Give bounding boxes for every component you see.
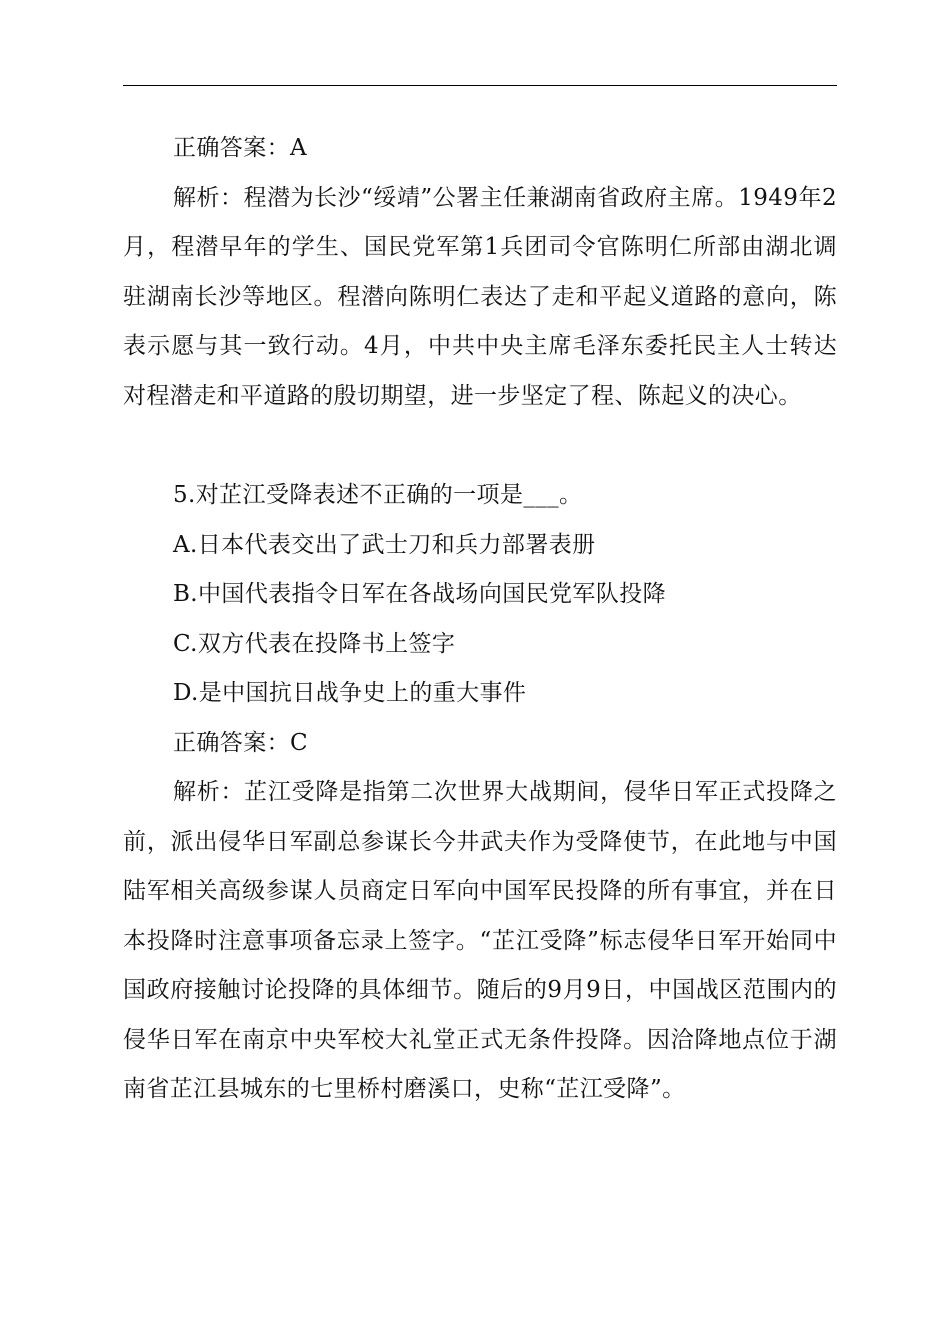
q4-explanation: 解析：程潜为长沙“绥靖”公署主任兼湖南省政府主席。1949年2月，程潜早年的学生、国民党军第1兵团司令官陈明仁所部由湖北调驻湖南长沙等地区。程潜向陈明仁表达了走和平起义道路的意向，陈表示愿与其一致行动。4月，中共中央主席毛泽东委托民主人士转达对程潜走和平道路的殷切期望，进一步坚定了程、陈起义的决心。 [123, 184, 837, 409]
document-body [123, 124, 837, 1115]
q5-option-c: C.双方代表在投降书上签字 [173, 630, 456, 657]
q5-explanation: 解析：芷江受降是指第二次世界大战期间，侵华日军正式投降之前，派出侵华日军副总参谋长今井武夫作为受降使节，在此地与中国陆军相关高级参谋人员商定日军向中国军民投降的所有事宜，并在日本投降时注意事项备忘录上签字。“芷江受降”标志侵华日军开始同中国政府接触讨论投降的具体细节。随后的9月9日，中国战区范围内的侵华日军在南京中央军校大礼堂正式无条件投降。因洽降地点位于湖南省芷江县城东的七里桥村磨溪口，史称“芷江受降”。 [123, 779, 837, 1102]
q5-option-b: B.中国代表指令日军在各战场向国民党军队投降 [173, 581, 667, 607]
q5-answer: 正确答案：C [173, 729, 308, 756]
q5-option-d: D.是中国抗日战争史上的重大事件 [173, 680, 527, 706]
section-gap [123, 421, 837, 471]
header-rule [123, 85, 837, 86]
q5-question: 5.对芷江受降表述不正确的一项是___。 [173, 482, 583, 508]
q4-answer: 正确答案：A [173, 135, 308, 161]
q5-option-a: A.日本代表交出了武士刀和兵力部署表册 [173, 531, 596, 558]
